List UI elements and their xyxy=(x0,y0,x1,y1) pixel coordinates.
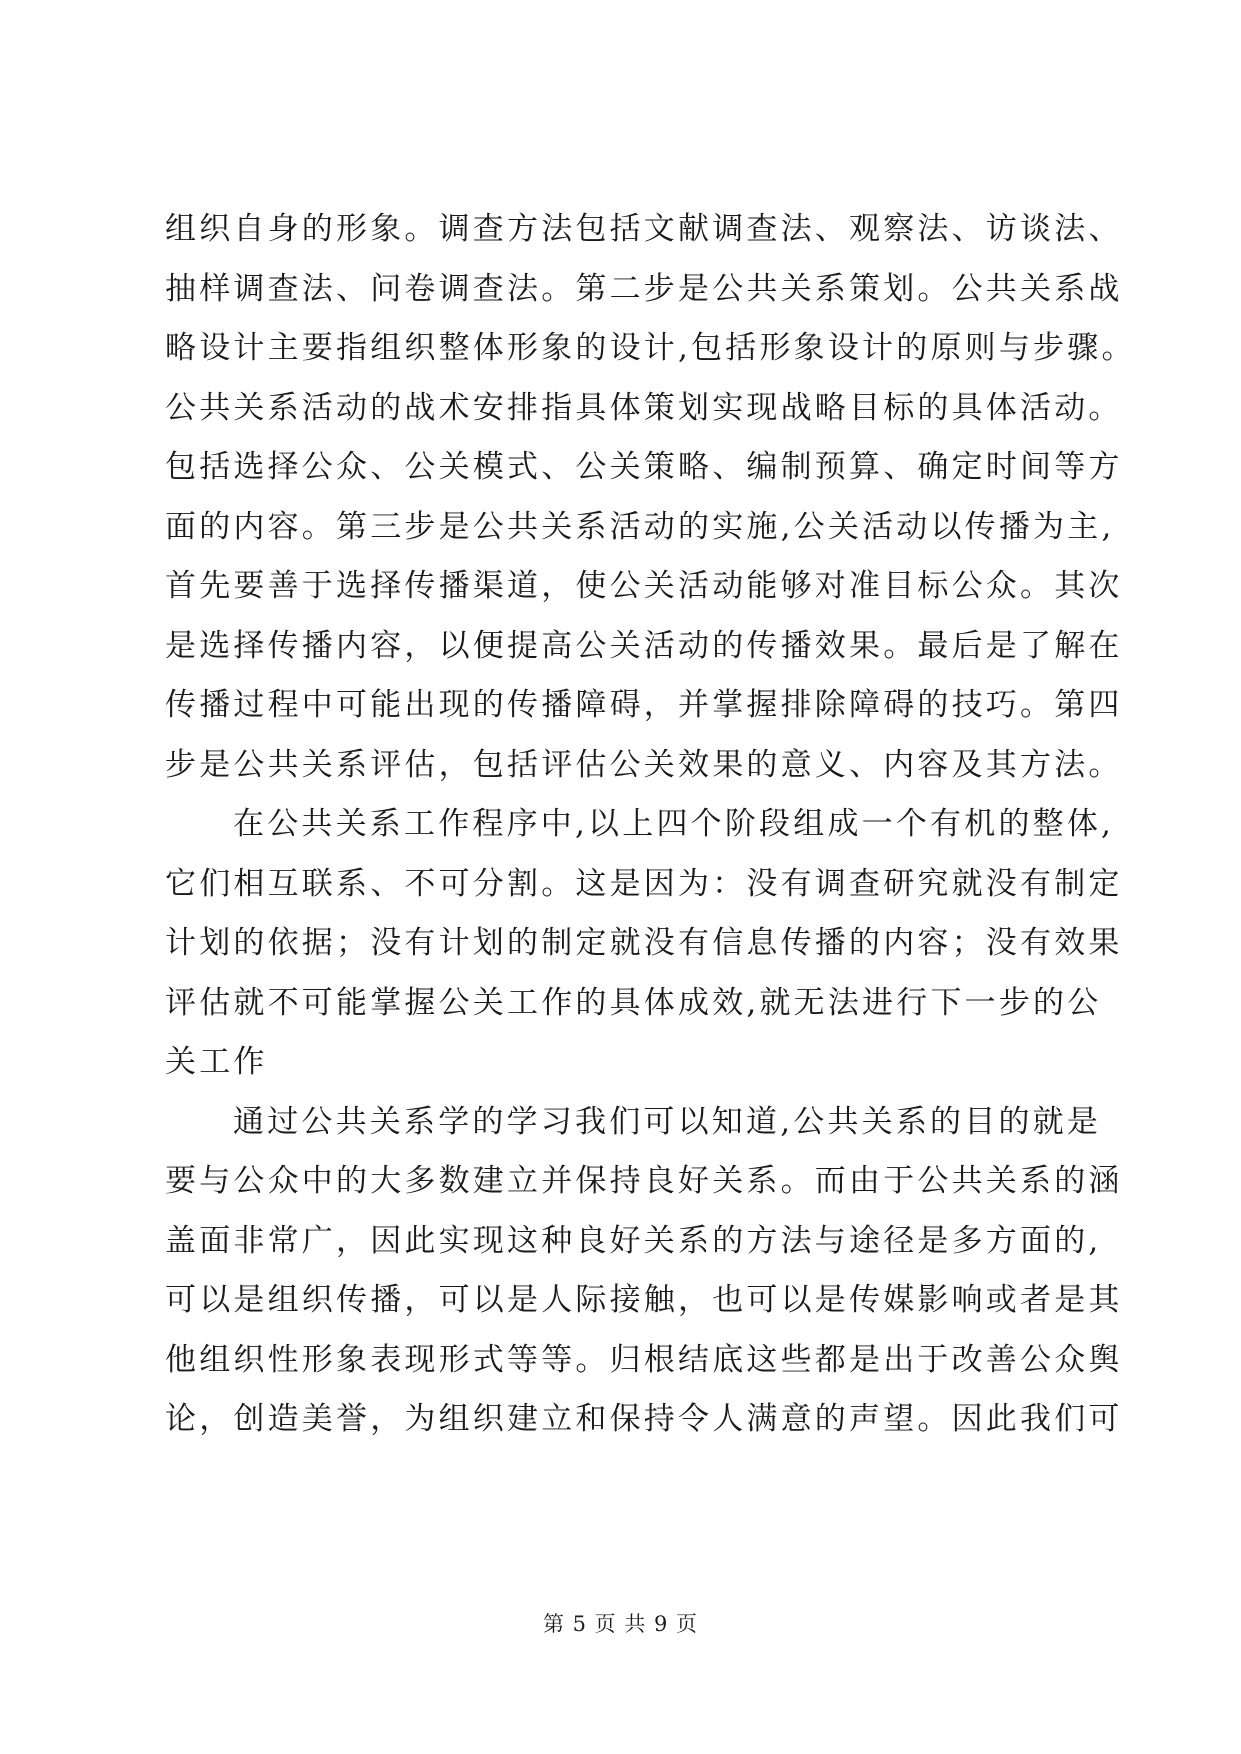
text-line: 是选择传播内容，以便提高公关活动的传播效果。最后是了解在 xyxy=(165,627,1123,664)
paragraph xyxy=(165,795,1125,1093)
text-line: 首先要善于选择传播渠道，使公关活动能够对准目标公众。其次 xyxy=(165,568,1123,604)
body-text xyxy=(165,200,1136,1450)
text-line: 在公共关系工作程序中,以上四个阶段组成一个有机的整体, xyxy=(233,806,1115,842)
paragraph xyxy=(165,200,1136,795)
text-line: 要与公众中的大多数建立并保持良好关系。而由于公共关系的涵 xyxy=(165,1163,1123,1199)
text-line: 步是公共关系评估，包括评估公关效果的意义、内容及其方法。 xyxy=(165,746,1123,783)
text-line: 盖面非常广，因此实现这种良好关系的方法与途径是多方面的, xyxy=(165,1222,1102,1259)
text-line: 关工作 xyxy=(165,1044,268,1080)
text-line: 公共关系活动的战术安排指具体策划实现战略目标的具体活动。 xyxy=(165,389,1123,426)
text-line: 论，创造美誉，为组织建立和保持令人满意的声望。因此我们可 xyxy=(165,1401,1123,1437)
text-line: 面的内容。第三步是公共关系活动的实施,公关活动以传播为主, xyxy=(165,508,1115,545)
text-line: 包括选择公众、公关模式、公关策略、编制预算、确定时间等方 xyxy=(165,449,1123,485)
text-line: 他组织性形象表现形式等等。归根结底这些都是出于改善公众舆 xyxy=(165,1341,1123,1378)
text-line: 评估就不可能掌握公关工作的具体成效,就无法进行下一步的公 xyxy=(165,984,1102,1021)
text-line: 它们相互联系、不可分割。这是因为：没有调查研究就没有制定 xyxy=(165,865,1123,902)
page-footer: 第 5 页 共 9 页 xyxy=(542,1612,699,1636)
text-line: 抽样调查法、问卷调查法。第二步是公共关系策划。公共关系战 xyxy=(165,270,1123,307)
text-line: 略设计主要指组织整体形象的设计,包括形象设计的原则与步骤。 xyxy=(165,330,1136,366)
text-line: 计划的依据；没有计划的制定就没有信息传播的内容；没有效果 xyxy=(165,925,1123,961)
paragraph xyxy=(165,1093,1125,1450)
text-line: 组织自身的形象。调查方法包括文献调查法、观察法、访谈法、 xyxy=(165,211,1123,247)
text-line: 可以是组织传播，可以是人际接触，也可以是传媒影响或者是其 xyxy=(165,1282,1123,1318)
text-line: 传播过程中可能出现的传播障碍，并掌握排除障碍的技巧。第四 xyxy=(165,687,1123,723)
text-line: 通过公共关系学的学习我们可以知道,公共关系的目的就是 xyxy=(233,1103,1102,1140)
